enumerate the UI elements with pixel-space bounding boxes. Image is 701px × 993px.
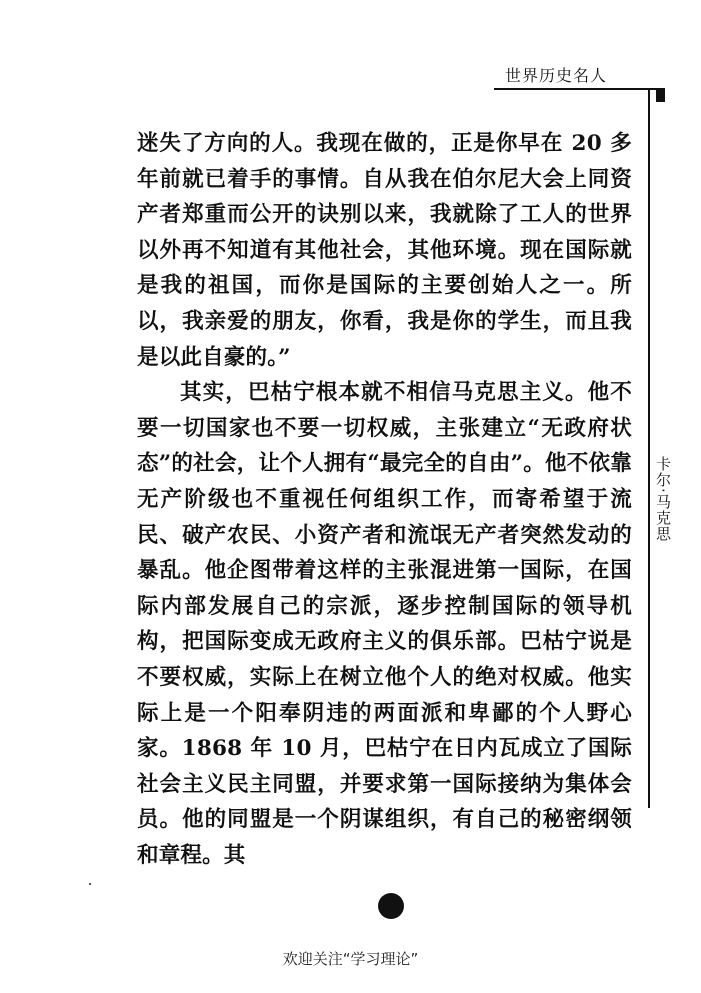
scan-speck (89, 883, 91, 885)
header-corner-block (656, 88, 665, 102)
footer-note: 欢迎关注“学习理论” (282, 950, 419, 968)
running-header-title: 世界历史名人 (505, 66, 608, 85)
header-rule (494, 88, 664, 90)
paragraph-1: 迷失了方向的人。我现在做的，正是你早在 20 多年前就已着手的事情。自从我在伯尔尼大会上同资产者郑重而公开的诀别以来，我就除了工人的世界以外再不知道有其他社会，其他环境。现在国际就是我的祖国，而你是国际的主要创始人之一。所以，我亲爱的朋友，你看，我是你的学生，而且我是以此自豪的。” (137, 131, 632, 370)
side-chapter-title: 卡尔·马克思 (654, 456, 672, 542)
body-text (137, 126, 632, 873)
side-rule (648, 88, 650, 808)
page-marker-dot (378, 893, 404, 919)
paragraph-2: 其实，巴枯宁根本就不相信马克思主义。他不要一切国家也不要一切权威，主张建立“无政府状态”的社会，让个人拥有“最完全的自由”。他不依靠无产阶级也不重视任何组织工作，而寄希望于流民、破产农民、小资产者和流氓无产者突然发动的暴乱。他企图带着这样的主张混进第一国际，在国际内部发展自己的宗派，逐步控制国际的领导机构，把国际变成无政府主义的俱乐部。巴枯宁说是不要权威，实际上在树立他个人的绝对权威。他实际上是一个阳奉阴违的两面派和卑鄙的个人野心家。1868 年 10 月，巴枯宁在日内瓦成立了国际社会主义民主同盟，并要求第一国际接纳为集体会员。他的同盟是一个阴谋组织，有自己的秘密纲领和章程。其 (137, 380, 632, 868)
